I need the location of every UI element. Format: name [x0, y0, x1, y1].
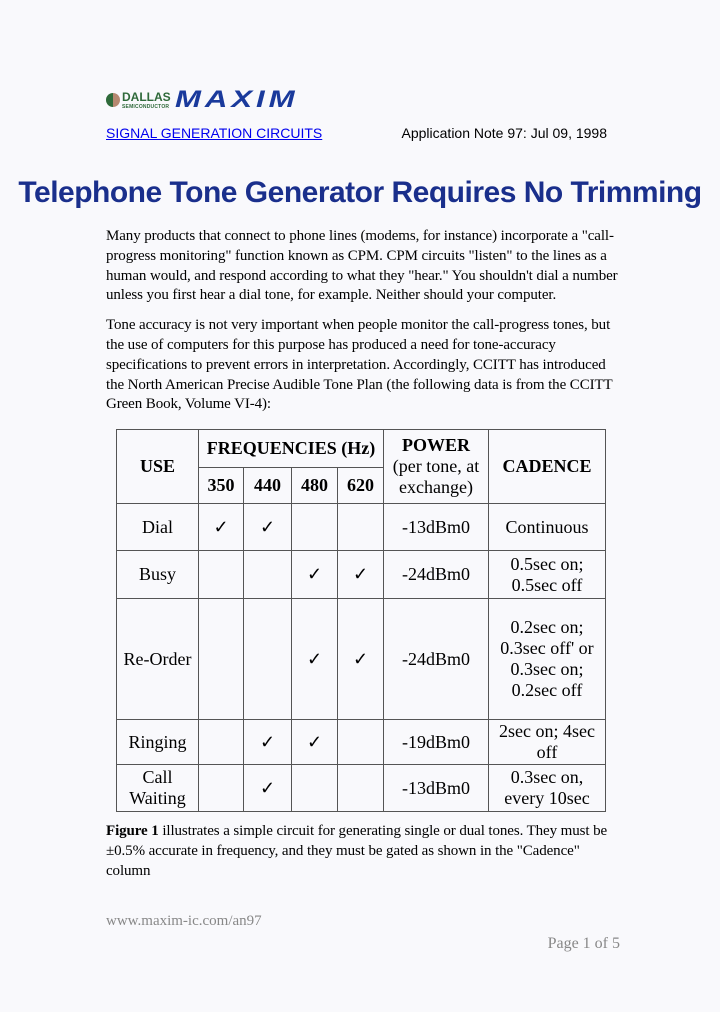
check-icon: ✓ — [259, 731, 276, 752]
row-power: -24dBm0 — [384, 551, 489, 599]
footer — [106, 912, 620, 962]
freq-cell — [244, 765, 292, 812]
figure-text: illustrates a simple circuit for generating single or dual tones. They must be ±0.5% accurate in frequency, and they must be gated as shown in the "Cadence" column — [106, 823, 608, 879]
row-cadence: Continuous — [489, 504, 606, 551]
header-freq-440: 440 — [244, 468, 292, 504]
freq-cell — [199, 551, 244, 599]
freq-cell — [292, 504, 338, 551]
freq-cell — [338, 551, 384, 599]
freq-cell — [199, 765, 244, 812]
freq-cell — [338, 599, 384, 720]
row-cadence: 0.2sec on; 0.3sec off' or 0.3sec on; 0.2sec off — [489, 599, 606, 720]
power-sublabel: (per tone, at exchange) — [392, 456, 480, 498]
page-number: Page 1 of 5 — [547, 934, 620, 952]
table-row — [117, 551, 606, 599]
figure-paragraph — [106, 822, 620, 881]
table-row — [117, 599, 606, 720]
row-power: -19dBm0 — [384, 720, 489, 765]
app-note-info: Application Note 97: Jul 09, 1998 — [401, 125, 607, 141]
header-power — [384, 430, 489, 504]
row-use: Dial — [117, 504, 199, 551]
row-cadence: 2sec on; 4sec off — [489, 720, 606, 765]
row-power: -13dBm0 — [384, 765, 489, 812]
freq-cell — [292, 765, 338, 812]
tone-plan-table — [116, 429, 606, 812]
header-freq-620: 620 — [338, 468, 384, 504]
check-icon: ✓ — [306, 648, 323, 669]
check-icon: ✓ — [259, 516, 276, 537]
check-icon: ✓ — [352, 648, 369, 669]
row-cadence: 0.5sec on; 0.5sec off — [489, 551, 606, 599]
header-use: USE — [117, 430, 199, 504]
freq-cell — [199, 599, 244, 720]
freq-cell — [338, 720, 384, 765]
check-icon: ✓ — [306, 731, 323, 752]
freq-cell — [244, 504, 292, 551]
row-use: Ringing — [117, 720, 199, 765]
row-use: Busy — [117, 551, 199, 599]
freq-cell — [292, 551, 338, 599]
check-icon: ✓ — [259, 777, 276, 798]
table-row — [117, 765, 606, 812]
dallas-logo-text — [122, 91, 171, 110]
freq-cell — [292, 720, 338, 765]
semiconductor-wordmark: SEMICONDUCTOR — [122, 103, 170, 110]
freq-cell — [338, 504, 384, 551]
row-power: -24dBm0 — [384, 599, 489, 720]
category-link[interactable]: SIGNAL GENERATION CIRCUITS — [106, 125, 323, 141]
footer-url: www.maxim-ic.com/an97 — [106, 912, 262, 929]
dallas-globe-icon — [106, 93, 120, 107]
freq-cell — [244, 599, 292, 720]
check-icon: ✓ — [213, 516, 229, 537]
freq-cell — [244, 551, 292, 599]
dallas-wordmark: DALLAS — [122, 89, 171, 104]
accuracy-paragraph: Tone accuracy is not very important when people monitor the call-progress tones, but the use of computers for this purpose has produced a need for tone-accuracy specifications to prevent errors in interpretation. Accordingly, CCITT has introduced the North American Precise Audible Tone Plan (the following data is from the CCITT Green Book, Volume VI-4): — [106, 317, 613, 413]
power-label: POWER — [401, 435, 470, 456]
freq-cell — [199, 504, 244, 551]
row-power: -13dBm0 — [384, 504, 489, 551]
page-title: Telephone Tone Generator Requires No Trimming — [18, 176, 702, 209]
check-icon: ✓ — [352, 564, 369, 585]
intro-paragraph: Many products that connect to phone lines (modems, for instance) incorporate a "call-progress monitoring" function known as CPM. CPM circuits "listen" to the lines as a human would, and respond according to what they "hear." You shouldn't dial a number unless you first hear a dial tone, for example. Neither should your computer. — [106, 228, 618, 304]
freq-cell — [244, 720, 292, 765]
row-use: Re-Order — [117, 599, 199, 720]
freq-cell — [199, 720, 244, 765]
header-freq-350: 350 — [199, 468, 244, 504]
header-frequencies: FREQUENCIES (Hz) — [199, 430, 384, 468]
table-row — [117, 720, 606, 765]
maxim-wordmark: MAXIM — [174, 86, 299, 113]
freq-cell — [292, 599, 338, 720]
header-cadence: CADENCE — [489, 430, 606, 504]
check-icon: ✓ — [306, 564, 323, 585]
freq-cell — [338, 765, 384, 812]
row-use: Call Waiting — [117, 765, 199, 812]
dallas-maxim-logo — [106, 86, 299, 113]
figure-reference: Figure 1 — [106, 823, 159, 840]
table-row — [117, 504, 606, 551]
header-freq-480: 480 — [292, 468, 338, 504]
row-cadence: 0.3sec on, every 10sec — [489, 765, 606, 812]
